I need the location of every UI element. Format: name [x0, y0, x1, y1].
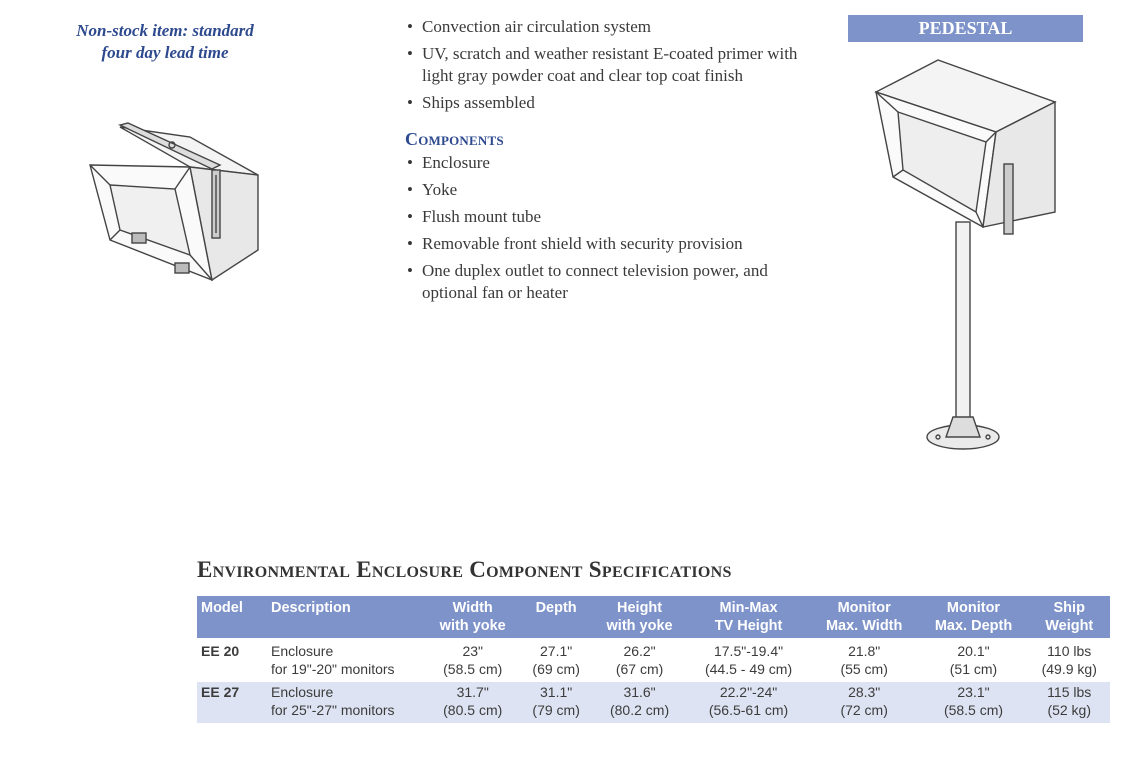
height-cell: 31.6" (80.2 cm)	[592, 682, 687, 723]
max-depth-cell: 23.1" (58.5 cm)	[919, 682, 1029, 723]
pedestal-illustration	[868, 52, 1068, 462]
table-header-row	[197, 596, 1110, 638]
header-tv-height: Min-Max TV Height	[687, 596, 810, 638]
depth-cell: 31.1" (79 cm)	[520, 682, 591, 723]
tv-height-cell: 22.2"-24" (56.5-61 cm)	[687, 682, 810, 723]
component-item: • Enclosure	[405, 152, 825, 174]
component-item: • One duplex outlet to connect television power, and optional fan or heater	[405, 260, 825, 304]
header-depth: Depth	[520, 596, 591, 638]
components-heading: Components	[405, 129, 504, 149]
table-row	[197, 682, 1110, 723]
model-cell: EE 27	[197, 682, 267, 723]
lead-time-note	[60, 20, 270, 64]
spec-table-title: Environmental Enclosure Component Specifications	[197, 557, 732, 582]
header-height: Height with yoke	[592, 596, 687, 638]
description-cell: Enclosure for 19"-20" monitors	[271, 643, 395, 677]
header-description: Description	[267, 596, 425, 638]
component-item: • Removable front shield with security provision	[405, 233, 825, 255]
enclosure-illustration	[80, 115, 265, 295]
feature-item: • Ships assembled	[405, 92, 825, 114]
component-item: • Flush mount tube	[405, 206, 825, 228]
feature-item: • Convection air circulation system	[405, 16, 825, 38]
component-item: • Yoke	[405, 179, 825, 201]
table-row	[197, 638, 1110, 682]
header-monitor-max-depth: Monitor Max. Depth	[919, 596, 1029, 638]
weight-cell: 110 lbs (49.9 kg)	[1041, 643, 1097, 677]
header-monitor-max-width: Monitor Max. Width	[810, 596, 919, 638]
features-section	[405, 16, 825, 309]
components-list	[405, 152, 825, 304]
width-cell: 31.7" (80.5 cm)	[425, 682, 520, 723]
tv-height-cell: 17.5"-19.4" (44.5 - 49 cm)	[704, 643, 793, 677]
weight-cell: 115 lbs (52 kg)	[1028, 682, 1110, 723]
pedestal-label: PEDESTAL	[848, 15, 1083, 42]
width-cell: 23" (58.5 cm)	[443, 643, 503, 677]
height-cell: 26.2" (67 cm)	[615, 643, 664, 677]
feature-item: • UV, scratch and weather resistant E-coated primer with light gray powder coat and clear top coat finish	[405, 43, 825, 87]
model-cell: EE 20	[201, 643, 240, 659]
max-depth-cell: 20.1" (51 cm)	[949, 643, 998, 677]
header-width: Width with yoke	[425, 596, 520, 638]
lead-time-note-line1: Non-stock item: standard	[76, 21, 254, 40]
lead-time-note-line2: four day lead time	[101, 43, 229, 62]
specifications-table	[197, 596, 1110, 723]
max-width-cell: 21.8" (55 cm)	[840, 643, 888, 677]
features-list	[405, 16, 825, 114]
max-width-cell: 28.3" (72 cm)	[810, 682, 919, 723]
header-model: Model	[197, 596, 267, 638]
depth-cell: 27.1" (69 cm)	[532, 643, 580, 677]
description-cell: Enclosure for 25"-27" monitors	[267, 682, 425, 723]
header-ship-weight: Ship Weight	[1028, 596, 1110, 638]
